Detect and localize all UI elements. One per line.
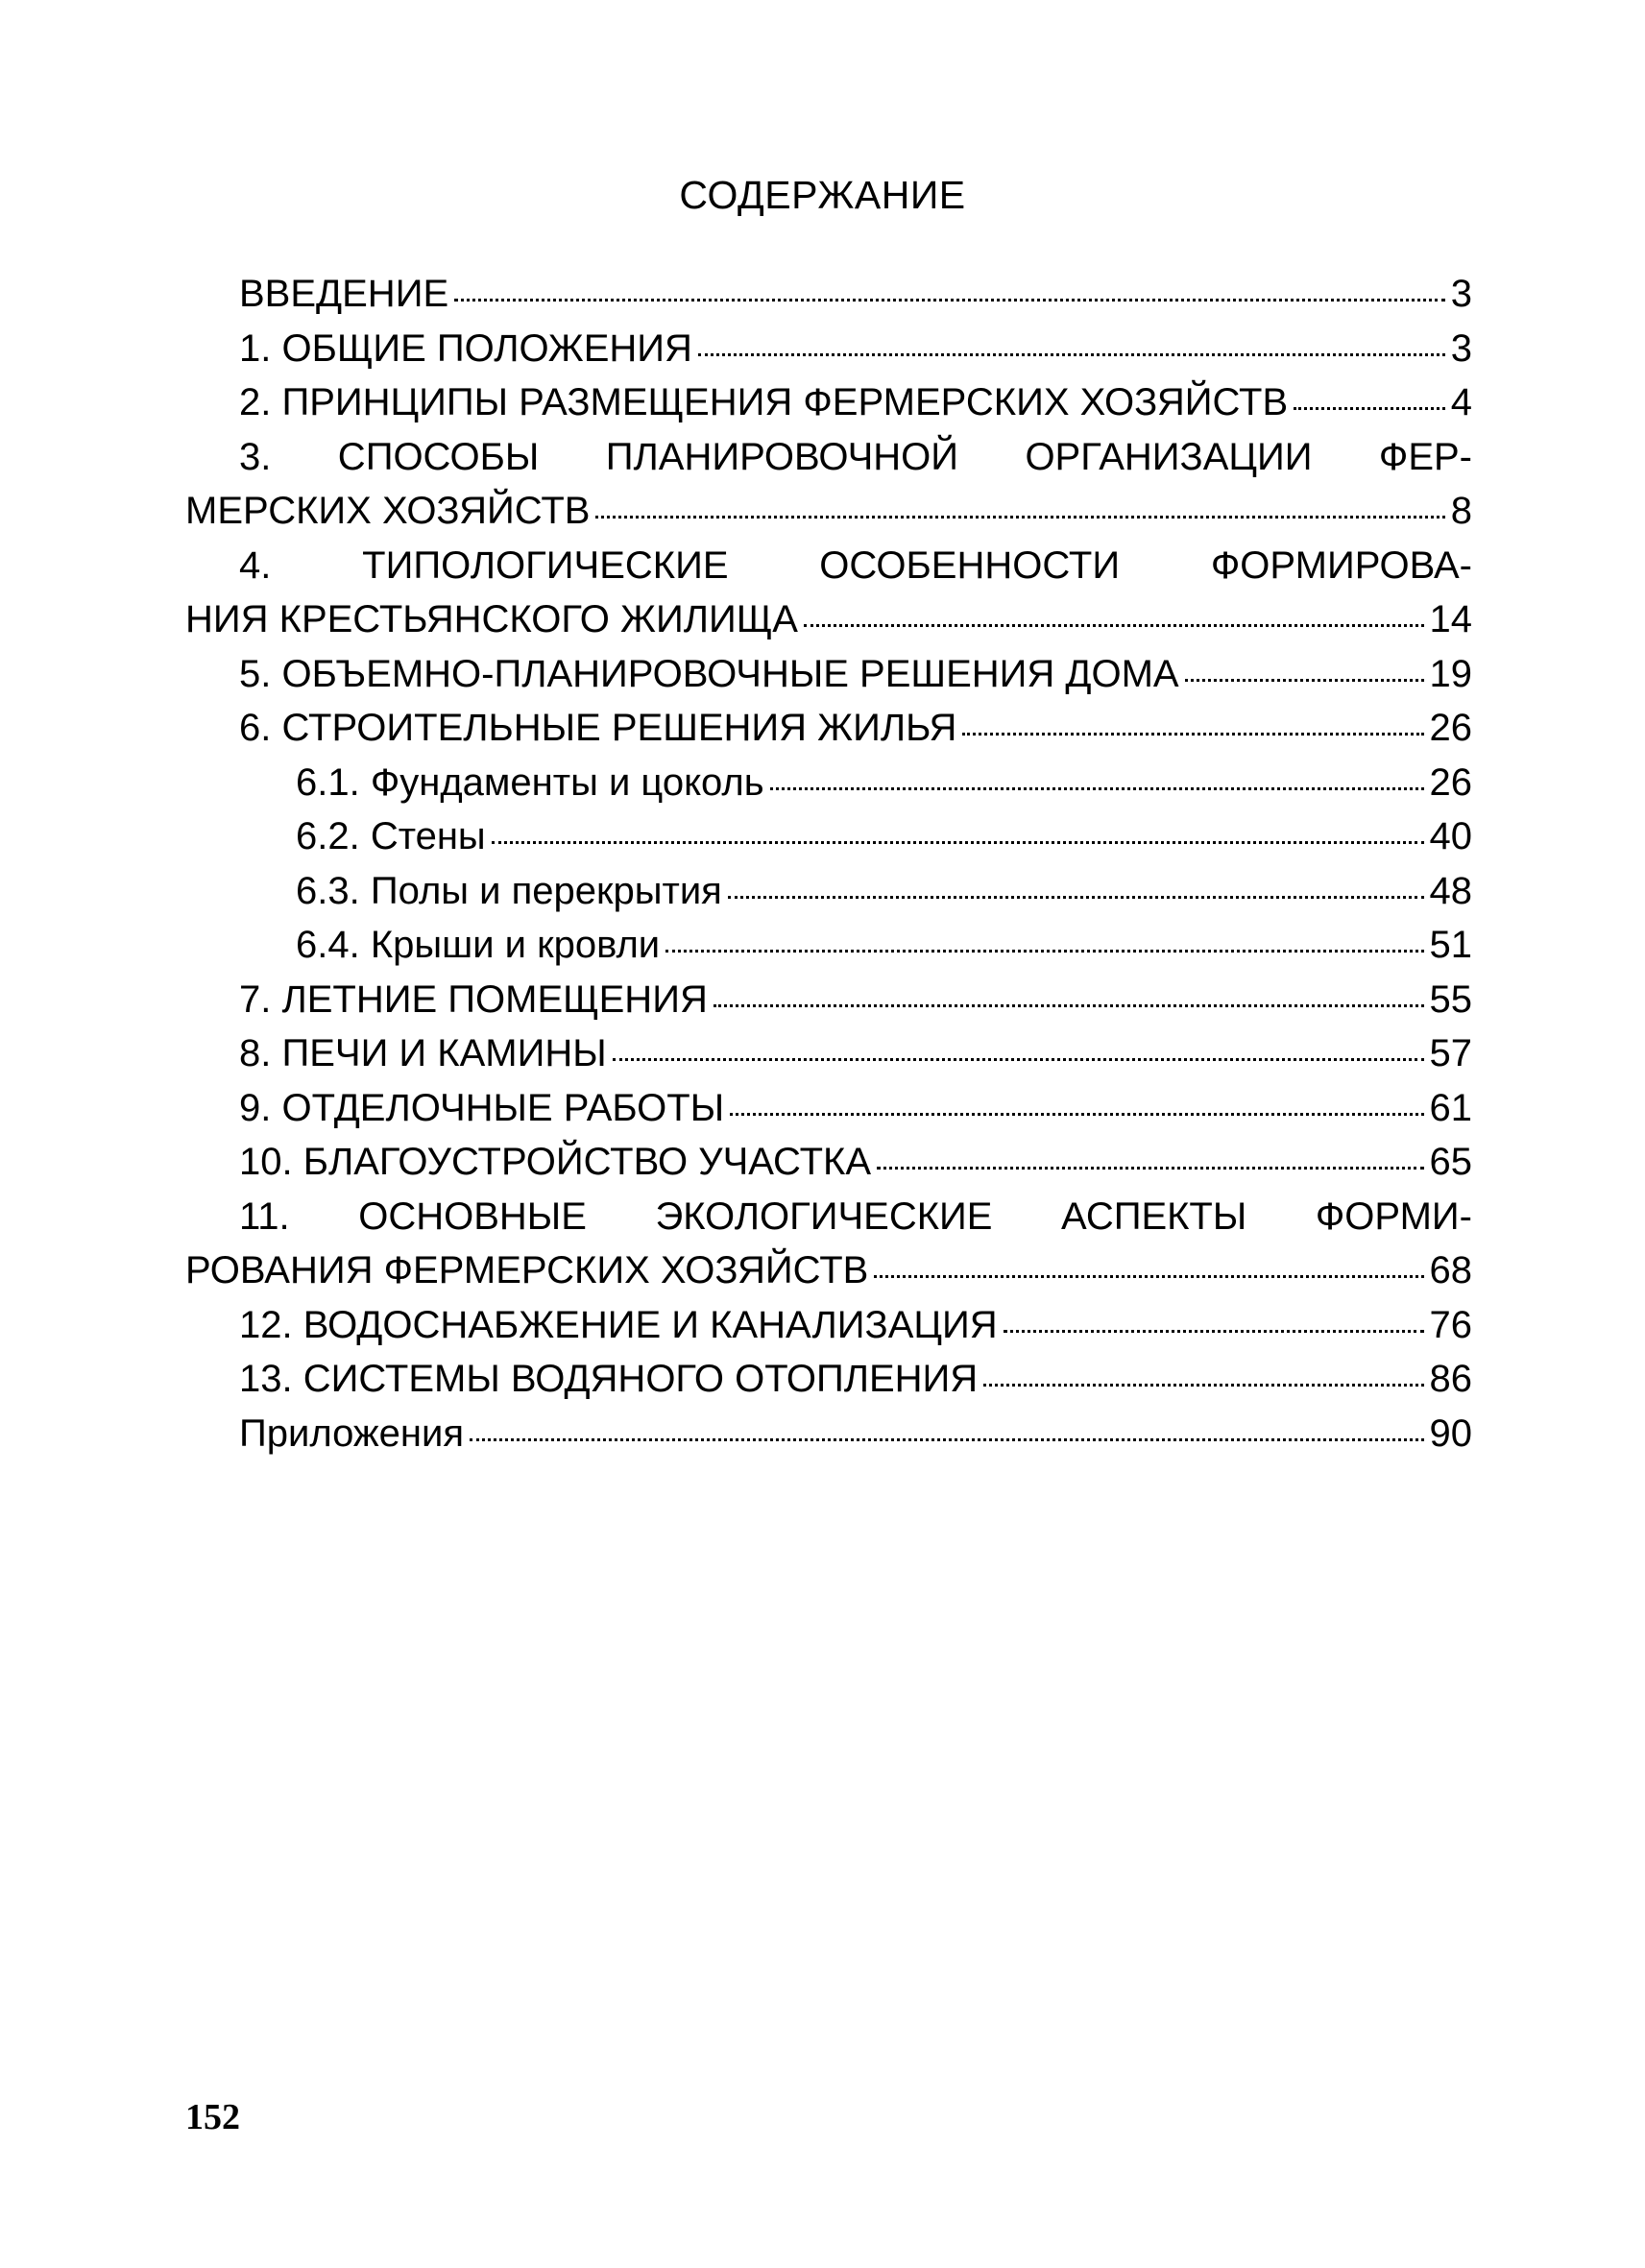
dot-leader [728,865,1424,904]
dot-leader [874,1244,1423,1283]
toc-entry-9[interactable] [185,1081,1472,1136]
toc-entry-page: 8 [1450,490,1472,532]
toc-entry-page: 61 [1429,1086,1472,1129]
toc-entry-6-1[interactable] [185,756,1472,810]
dot-leader [454,268,1445,306]
page-number: 152 [185,2097,240,2137]
toc-entry-7[interactable] [185,973,1472,1027]
dot-leader [595,485,1444,523]
toc-entry-page: 3 [1450,273,1472,315]
toc-entry-page: 51 [1429,924,1472,966]
toc-entry-12[interactable] [185,1298,1472,1353]
toc-entry-text: 5. ОБЪЕМНО-ПЛАНИРОВОЧНЫЕ РЕШЕНИЯ ДОМА [239,652,1179,695]
toc-entry-text: 12. ВОДОСНАБЖЕНИЕ И КАНАЛИЗАЦИЯ [239,1303,998,1346]
toc-entry-13[interactable] [185,1352,1472,1407]
dot-leader [877,1136,1423,1174]
toc-entry-text-line1: 11. ОСНОВНЫЕ ЭКОЛОГИЧЕСКИЕ АСПЕКТЫ ФОРМИ- [239,1194,1472,1238]
toc-entry-page: 19 [1429,652,1472,695]
toc-entry-text: 6. СТРОИТЕЛЬНЫЕ РЕШЕНИЯ ЖИЛЬЯ [239,707,957,749]
dot-leader [770,757,1424,795]
toc-entry-text-line2: РОВАНИЯ ФЕРМЕРСКИХ ХОЗЯЙСТВ [185,1249,869,1291]
toc-entry-text: 2. ПРИНЦИПЫ РАЗМЕЩЕНИЯ ФЕРМЕРСКИХ ХОЗЯЙСТВ [239,381,1289,423]
toc-entry-text: 6.4. Крыши и кровли [296,924,661,966]
toc-entry-text: 6.1. Фундаменты и цоколь [296,760,764,804]
toc-entry-text: 10. БЛАГОУСТРОЙСТВО УЧАСТКА [239,1141,872,1183]
toc-entry-page: 4 [1450,381,1472,423]
toc-entry-3[interactable] [185,430,1472,539]
toc-entry-page: 65 [1429,1141,1472,1183]
toc-entry-6-2[interactable] [185,809,1472,864]
toc-entry-6-3[interactable] [185,864,1472,919]
toc-entry-page: 76 [1429,1303,1472,1346]
toc-entry-page: 48 [1429,869,1472,912]
toc-entry-page: 14 [1429,598,1472,640]
dot-leader [714,974,1424,1012]
toc-entry-page: 86 [1429,1358,1472,1400]
toc-entry-text: 6.3. Полы и перекрытия [296,869,722,912]
toc-entry-text: 6.2. Стены [296,815,486,857]
toc-entry-page: 57 [1429,1032,1472,1074]
toc-entry-4[interactable] [185,539,1472,647]
toc-entry-6-4[interactable] [185,918,1472,973]
toc-entry-text: 13. СИСТЕМЫ ВОДЯНОГО ОТОПЛЕНИЯ [239,1358,979,1400]
toc-entry-page: 90 [1429,1411,1472,1455]
toc-entry-text: ВВЕДЕНИЕ [239,273,449,315]
toc-entry-text: Приложения [239,1411,465,1455]
toc-entry-8[interactable] [185,1026,1472,1081]
toc-entry-text-line2: МЕРСКИХ ХОЗЯЙСТВ [185,490,591,532]
dot-leader [470,1408,1423,1446]
toc-entry-1[interactable] [185,322,1472,376]
toc-entry-text: 7. ЛЕТНИЕ ПОМЕЩЕНИЯ [239,977,708,1021]
dot-leader [492,810,1424,849]
toc-entry-appendices[interactable] [185,1407,1472,1461]
toc-entry-text-line1: 4. ТИПОЛОГИЧЕСКИЕ ОСОБЕННОСТИ ФОРМИРОВА- [239,543,1472,587]
dot-leader [1294,376,1445,415]
toc-entry-page: 55 [1429,977,1472,1021]
toc-entry-introduction[interactable] [185,267,1472,322]
table-of-contents [185,267,1472,1460]
toc-entry-11[interactable] [185,1190,1472,1298]
toc-entry-text: 9. ОТДЕЛОЧНЫЕ РАБОТЫ [239,1086,725,1129]
dot-leader [665,919,1423,957]
toc-entry-2[interactable] [185,375,1472,430]
dot-leader [962,702,1423,740]
dot-leader [1185,648,1424,687]
toc-entry-page: 40 [1429,815,1472,857]
toc-entry-text-line2: НИЯ КРЕСТЬЯНСКОГО ЖИЛИЩА [185,598,798,640]
dot-leader [698,323,1445,361]
toc-entry-10[interactable] [185,1135,1472,1190]
toc-entry-page: 26 [1429,760,1472,804]
toc-entry-text: 8. ПЕЧИ И КАМИНЫ [239,1032,607,1074]
toc-entry-text: 1. ОБЩИЕ ПОЛОЖЕНИЯ [239,326,692,370]
toc-entry-page: 3 [1450,326,1472,370]
dot-leader [983,1353,1423,1391]
toc-entry-page: 68 [1429,1249,1472,1291]
toc-entry-text-line1: 3. СПОСОБЫ ПЛАНИРОВОЧНОЙ ОРГАНИЗАЦИИ ФЕР- [239,435,1472,478]
dot-leader [613,1027,1424,1066]
dot-leader [1004,1299,1424,1338]
toc-title: СОДЕРЖАНИЕ [679,173,966,217]
dot-leader [804,593,1424,632]
dot-leader [730,1082,1423,1121]
toc-entry-6[interactable] [185,701,1472,756]
toc-entry-page: 26 [1429,707,1472,749]
toc-entry-5[interactable] [185,647,1472,702]
